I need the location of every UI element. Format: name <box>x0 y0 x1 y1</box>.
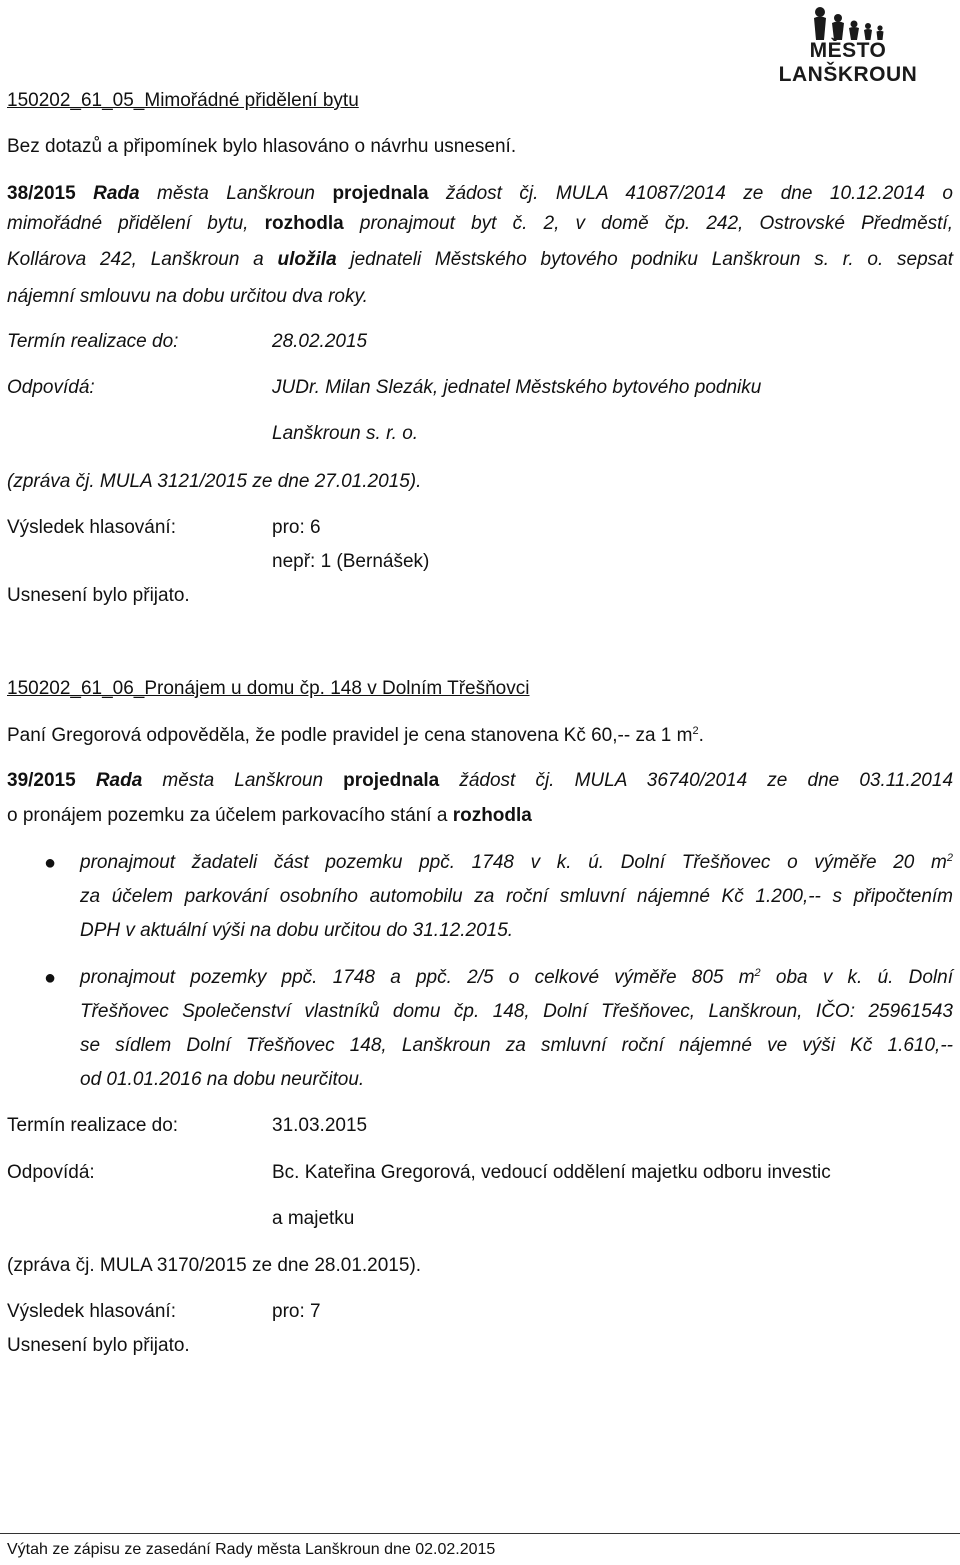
bullet-2-line1: pronajmout pozemky ppč. 1748 a ppč. 2/5 o celkové výměře 805 $m^2$ oba v k. ú. Dolní <box>80 967 954 988</box>
item1-report: (zpráva čj. MULA 3121/2015 ze dne 27.01.2015). <box>7 471 422 492</box>
footer-rule <box>0 1533 960 1534</box>
item2-resolution-line2: o pronájem pozemku za účelem parkovacího stání a rozhodla <box>7 805 532 826</box>
bullet-2-dot: ● <box>44 967 57 989</box>
item1-resolution-line3: Kollárova 242, Lanškroun a uložila jednateli Městského bytového podniku Lanškroun s. r. o. sepsat <box>7 249 953 270</box>
item1-deadline-value: 28.02.2015 <box>272 331 368 352</box>
item1-vote-for: pro: 6 <box>272 517 321 538</box>
item1-deadline-label: Termín realizace do: <box>7 331 179 352</box>
bullet-1-line3: DPH v aktuální výši na dobu určitou do 31.12.2015. <box>80 920 514 941</box>
page-footer: Výtah ze zápisu ze zasedání Rady města Lanškroun dne 02.02.2015 <box>7 1541 496 1558</box>
item2-responsible-line1: Bc. Kateřina Gregorová, vedoucí oddělení majetku odboru investic <box>272 1162 831 1183</box>
item2-vote-for: pro: 7 <box>272 1301 321 1322</box>
item2-vote-label: Výsledek hlasování: <box>7 1301 176 1322</box>
item2-heading: 150202_61_06_Pronájem u domu čp. 148 v Dolním Třešňovci <box>7 678 530 699</box>
item1-adopted: Usnesení bylo přijato. <box>7 585 190 606</box>
item1-vote-label: Výsledek hlasování: <box>7 517 176 538</box>
resolution-number: 39/2015 <box>7 770 76 791</box>
bullet-2-line2: Třešňovec Společenství vlastníků domu čp. 148, Dolní Třešňovec, Lanškroun, IČO: 25961543 <box>80 1001 953 1022</box>
bullet-1-line1: pronajmout žadateli část pozemku ppč. 1748 v k. ú. Dolní Třešňovec o výměře 20 $m^2$ <box>80 852 953 873</box>
bullet-1-line2: za účelem parkování osobního automobilu za roční smluvní nájemné Kč 1.200,-- s připočtením <box>80 886 953 907</box>
item1-resolution-line1: 38/2015 Rada města Lanškroun projednala žádost čj. MULA 41087/2014 ze dne 10.12.2014 o <box>7 183 953 204</box>
item2-report: (zpráva čj. MULA 3170/2015 ze dne 28.01.2015). <box>7 1255 422 1276</box>
item2-adopted: Usnesení bylo přijato. <box>7 1335 190 1356</box>
item1-resolution-line4: nájemní smlouvu na dobu určitou dva roky. <box>7 286 368 307</box>
item1-vote-abstain: nepř: 1 (Bernášek) <box>272 551 430 572</box>
logo-text: MĚSTO LANŠKROUN <box>778 39 918 86</box>
item2-responsible-line2: a majetku <box>272 1208 355 1229</box>
resolution-number: 38/2015 <box>7 183 76 204</box>
item1-responsible-label: Odpovídá: <box>7 377 95 398</box>
item2-deadline-value: 31.03.2015 <box>272 1115 368 1136</box>
bullet-2-line4: od 01.01.2016 na dobu neurčitou. <box>80 1069 365 1090</box>
item2-deadline-label: Termín realizace do: <box>7 1115 179 1136</box>
item1-heading: 150202_61_05_Mimořádné přidělení bytu <box>7 90 359 111</box>
item2-intro: Paní Gregorová odpověděla, že podle pravidel je cena stanovena Kč 60,-- za 1 $m^2$. <box>7 725 704 746</box>
item1-intro: Bez dotazů a připomínek bylo hlasováno o návrhu usnesení. <box>7 136 517 157</box>
item1-responsible-line2: Lanškroun s. r. o. <box>272 423 419 444</box>
item1-resolution-line2: mimořádné přidělení bytu, rozhodla pronajmout byt č. 2, v domě čp. 242, Ostrovské Předměstí, <box>7 213 953 234</box>
bullet-1-dot: ● <box>44 852 57 874</box>
item2-resolution-line1: 39/2015 Rada města Lanškroun projednala žádost čj. MULA 36740/2014 ze dne 03.11.2014 <box>7 770 954 791</box>
item1-responsible-line1: JUDr. Milan Slezák, jednatel Městského bytového podniku <box>272 377 762 398</box>
bullet-2-line3: se sídlem Dolní Třešňovec 148, Lanškroun za smluvní roční nájemné ve výši Kč 1.610,-- <box>80 1035 953 1056</box>
city-logo <box>742 2 954 86</box>
item2-responsible-label: Odpovídá: <box>7 1162 95 1183</box>
